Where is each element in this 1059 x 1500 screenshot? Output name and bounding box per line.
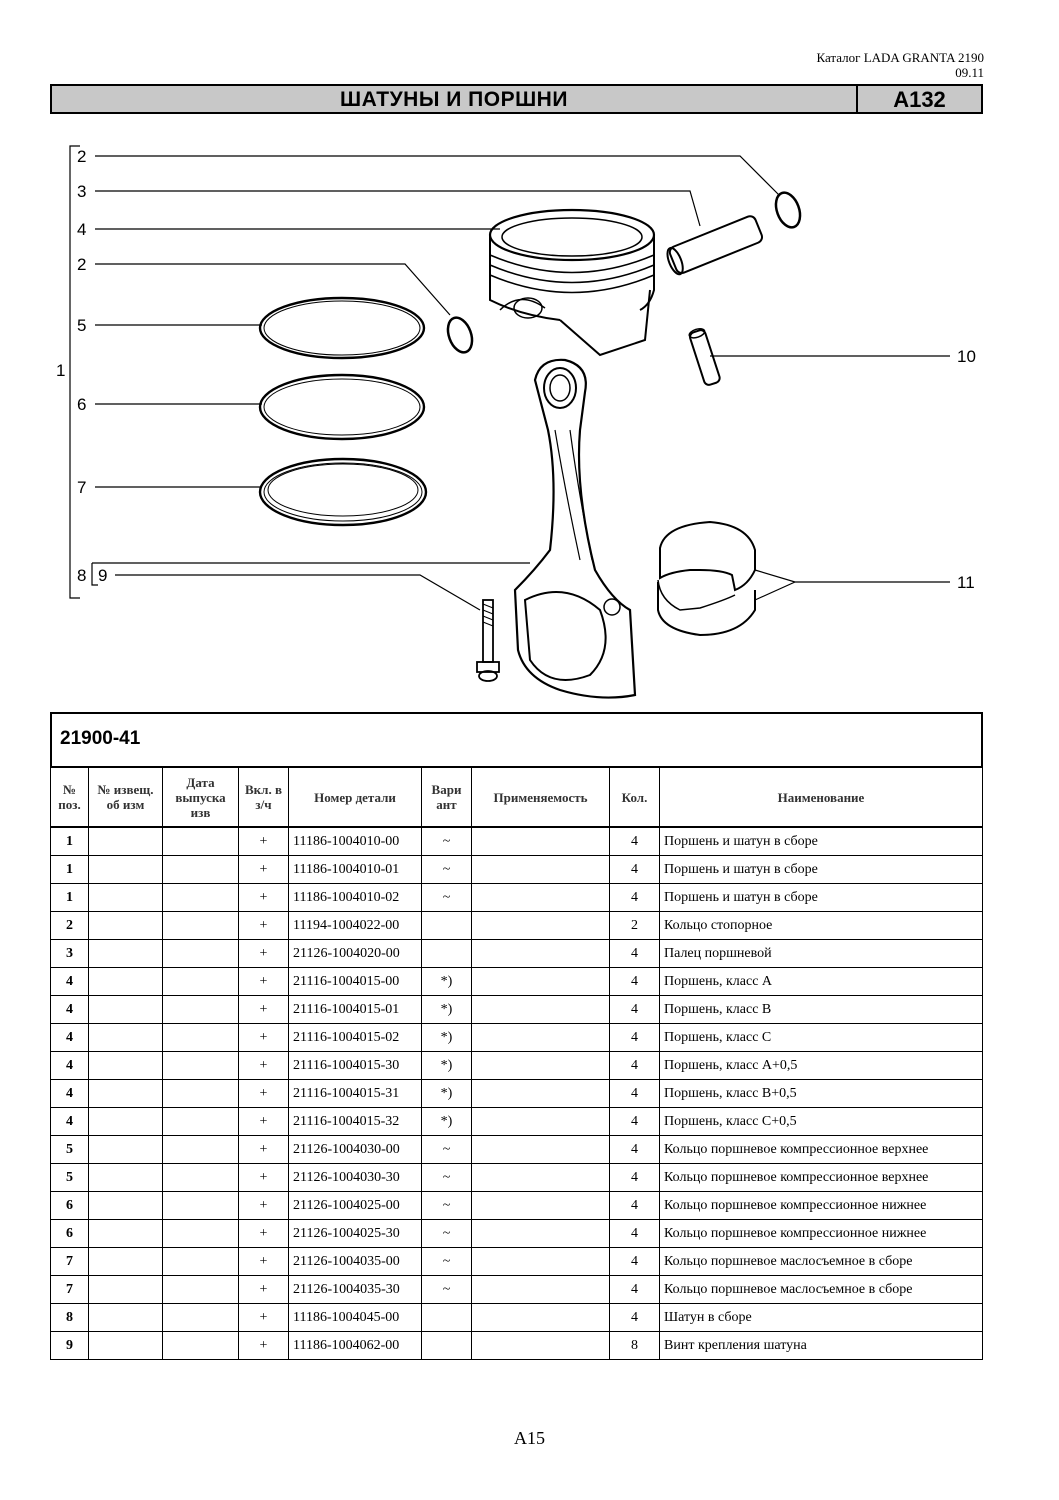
col-notice: № извещ. об изм [89, 767, 163, 827]
cell-pos: 9 [51, 1332, 89, 1360]
cell-notice [89, 1080, 163, 1108]
cell-name: Кольцо поршневое компрессионное верхнее [660, 1164, 983, 1192]
cell-included: + [239, 884, 289, 912]
cell-applicability [472, 1108, 610, 1136]
cell-included: + [239, 1220, 289, 1248]
cell-notice [89, 1024, 163, 1052]
cell-included: + [239, 856, 289, 884]
cell-date [163, 884, 239, 912]
callout-2-middle: 2 [77, 255, 87, 274]
cell-applicability [472, 940, 610, 968]
cell-pos: 6 [51, 1220, 89, 1248]
cell-included: + [239, 1024, 289, 1052]
cell-variant: ~ [422, 1136, 472, 1164]
callout-11: 11 [957, 573, 975, 592]
table-row [51, 856, 983, 884]
callout-1: 1 [56, 361, 66, 380]
cell-part-number: 11186-1004010-01 [289, 856, 422, 884]
table-row [51, 1332, 983, 1360]
cell-date [163, 1108, 239, 1136]
section-title: ШАТУНЫ И ПОРШНИ [340, 88, 568, 111]
cell-notice [89, 1276, 163, 1304]
cell-applicability [472, 1304, 610, 1332]
cell-date [163, 1192, 239, 1220]
table-row [51, 996, 983, 1024]
cell-variant: *) [422, 1108, 472, 1136]
cell-name: Поршень, класс А+0,5 [660, 1052, 983, 1080]
cell-pos: 2 [51, 912, 89, 940]
cell-qty: 4 [610, 1276, 660, 1304]
cell-variant: ~ [422, 1220, 472, 1248]
cell-qty: 8 [610, 1332, 660, 1360]
cell-notice [89, 1192, 163, 1220]
cell-pos: 4 [51, 1108, 89, 1136]
cell-date [163, 968, 239, 996]
table-row [51, 968, 983, 996]
cell-applicability [472, 1052, 610, 1080]
cell-variant: ~ [422, 1164, 472, 1192]
table-row [51, 1080, 983, 1108]
table-row [51, 1192, 983, 1220]
table-row [51, 940, 983, 968]
cell-qty: 4 [610, 1080, 660, 1108]
cell-part-number: 11186-1004045-00 [289, 1304, 422, 1332]
cell-included: + [239, 1248, 289, 1276]
cell-applicability [472, 1080, 610, 1108]
cell-applicability [472, 856, 610, 884]
table-row [51, 884, 983, 912]
cell-variant: *) [422, 1080, 472, 1108]
cell-qty: 4 [610, 1024, 660, 1052]
cell-included: + [239, 1080, 289, 1108]
table-row [51, 1164, 983, 1192]
cell-date [163, 996, 239, 1024]
catalog-header [816, 50, 984, 80]
cell-applicability [472, 884, 610, 912]
cell-pos: 1 [51, 827, 89, 856]
cell-part-number: 21116-1004015-02 [289, 1024, 422, 1052]
cell-date [163, 1220, 239, 1248]
cell-qty: 4 [610, 1192, 660, 1220]
cell-variant: ~ [422, 856, 472, 884]
cell-name: Поршень, класс В+0,5 [660, 1080, 983, 1108]
col-date: Дата выпуска изв [163, 767, 239, 827]
cell-pos: 6 [51, 1192, 89, 1220]
cell-qty: 4 [610, 1164, 660, 1192]
cell-notice [89, 856, 163, 884]
cell-qty: 4 [610, 856, 660, 884]
col-pos: № поз. [51, 767, 89, 827]
callout-5: 5 [77, 316, 87, 335]
cell-pos: 7 [51, 1248, 89, 1276]
cell-date [163, 1024, 239, 1052]
cell-qty: 4 [610, 884, 660, 912]
page-number: А15 [514, 1428, 545, 1448]
cell-notice [89, 1164, 163, 1192]
cell-part-number: 21116-1004015-01 [289, 996, 422, 1024]
table-row [51, 1276, 983, 1304]
col-qty: Кол. [610, 767, 660, 827]
cell-notice [89, 968, 163, 996]
cell-pos: 4 [51, 1052, 89, 1080]
cell-variant: ~ [422, 1248, 472, 1276]
table-row [51, 1108, 983, 1136]
cell-qty: 4 [610, 1108, 660, 1136]
table-row [51, 827, 983, 856]
cell-variant: ~ [422, 1192, 472, 1220]
cell-name: Кольцо стопорное [660, 912, 983, 940]
cell-variant [422, 912, 472, 940]
cell-applicability [472, 1332, 610, 1360]
table-row [51, 1052, 983, 1080]
cell-date [163, 1304, 239, 1332]
cell-name: Кольцо поршневое маслосъемное в сборе [660, 1276, 983, 1304]
cell-applicability [472, 1164, 610, 1192]
cell-date [163, 1164, 239, 1192]
cell-included: + [239, 940, 289, 968]
table-row [51, 912, 983, 940]
callout-3: 3 [77, 182, 87, 201]
col-applicability: Применяемость [472, 767, 610, 827]
cell-name: Кольцо поршневое компрессионное верхнее [660, 1136, 983, 1164]
cell-pos: 1 [51, 856, 89, 884]
cell-name: Поршень и шатун в сборе [660, 884, 983, 912]
cell-applicability [472, 996, 610, 1024]
cell-date [163, 1276, 239, 1304]
cell-date [163, 1052, 239, 1080]
cell-part-number: 11194-1004022-00 [289, 912, 422, 940]
parts-table [50, 766, 983, 1360]
cell-notice [89, 1108, 163, 1136]
cell-date [163, 1080, 239, 1108]
table-row [51, 1304, 983, 1332]
cell-name: Поршень и шатун в сборе [660, 827, 983, 856]
cell-variant [422, 1304, 472, 1332]
cell-pos: 4 [51, 996, 89, 1024]
cell-part-number: 21126-1004025-00 [289, 1192, 422, 1220]
cell-pos: 5 [51, 1164, 89, 1192]
cell-included: + [239, 1192, 289, 1220]
cell-part-number: 11186-1004062-00 [289, 1332, 422, 1360]
col-name: Наименование [660, 767, 983, 827]
cell-included: + [239, 1276, 289, 1304]
table-row [51, 1136, 983, 1164]
table-row [51, 1220, 983, 1248]
callout-6: 6 [77, 395, 87, 414]
cell-part-number: 21126-1004030-00 [289, 1136, 422, 1164]
cell-pos: 5 [51, 1136, 89, 1164]
cell-date [163, 856, 239, 884]
cell-date [163, 1332, 239, 1360]
cell-part-number: 11186-1004010-00 [289, 827, 422, 856]
cell-part-number: 11186-1004010-02 [289, 884, 422, 912]
cell-pos: 8 [51, 1304, 89, 1332]
cell-part-number: 21116-1004015-30 [289, 1052, 422, 1080]
cell-included: + [239, 1164, 289, 1192]
cell-applicability [472, 1248, 610, 1276]
cell-applicability [472, 968, 610, 996]
model-box [50, 712, 983, 766]
cell-notice [89, 996, 163, 1024]
cell-part-number: 21116-1004015-32 [289, 1108, 422, 1136]
cell-date [163, 1248, 239, 1276]
cell-variant: ~ [422, 827, 472, 856]
cell-included: + [239, 1052, 289, 1080]
cell-part-number: 21126-1004020-00 [289, 940, 422, 968]
cell-name: Поршень, класс С [660, 1024, 983, 1052]
cell-pos: 3 [51, 940, 89, 968]
callout-9: 9 [98, 566, 108, 585]
cell-pos: 7 [51, 1276, 89, 1304]
cell-name: Винт крепления шатуна [660, 1332, 983, 1360]
cell-included: + [239, 996, 289, 1024]
cell-variant: *) [422, 1052, 472, 1080]
cell-qty: 4 [610, 1220, 660, 1248]
catalog-date: 09.11 [955, 65, 984, 80]
catalog-title: Каталог LADA GRANTA 2190 [816, 50, 984, 65]
cell-variant [422, 1332, 472, 1360]
cell-notice [89, 912, 163, 940]
model-code: 21900-41 [60, 728, 141, 749]
cell-notice [89, 1220, 163, 1248]
cell-applicability [472, 827, 610, 856]
cell-name: Кольцо поршневое компрессионное нижнее [660, 1220, 983, 1248]
cell-applicability [472, 912, 610, 940]
cell-name: Поршень, класс В [660, 996, 983, 1024]
cell-name: Кольцо поршневое маслосъемное в сборе [660, 1248, 983, 1276]
cell-variant: *) [422, 996, 472, 1024]
cell-qty: 4 [610, 1136, 660, 1164]
cell-part-number: 21116-1004015-31 [289, 1080, 422, 1108]
cell-variant: ~ [422, 884, 472, 912]
cell-notice [89, 940, 163, 968]
cell-pos: 4 [51, 1024, 89, 1052]
callout-8: 8 [77, 566, 87, 585]
cell-qty: 4 [610, 1052, 660, 1080]
cell-qty: 4 [610, 1248, 660, 1276]
section-title-bar [50, 84, 983, 114]
cell-name: Кольцо поршневое компрессионное нижнее [660, 1192, 983, 1220]
section-code: А132 [856, 86, 981, 112]
cell-notice [89, 1248, 163, 1276]
callout-10: 10 [957, 347, 976, 366]
cell-part-number: 21126-1004035-30 [289, 1276, 422, 1304]
cell-name: Поршень, класс С+0,5 [660, 1108, 983, 1136]
col-part-number: Номер детали [289, 767, 422, 827]
cell-name: Поршень, класс А [660, 968, 983, 996]
cell-variant [422, 940, 472, 968]
cell-name: Поршень и шатун в сборе [660, 856, 983, 884]
cell-variant: ~ [422, 1276, 472, 1304]
cell-date [163, 912, 239, 940]
cell-notice [89, 1332, 163, 1360]
cell-qty: 4 [610, 996, 660, 1024]
table-row [51, 1248, 983, 1276]
cell-qty: 4 [610, 827, 660, 856]
cell-included: + [239, 1304, 289, 1332]
cell-variant: *) [422, 1024, 472, 1052]
cell-notice [89, 1052, 163, 1080]
cell-variant: *) [422, 968, 472, 996]
cell-part-number: 21116-1004015-00 [289, 968, 422, 996]
cell-included: + [239, 968, 289, 996]
cell-date [163, 940, 239, 968]
cell-applicability [472, 1136, 610, 1164]
cell-notice [89, 827, 163, 856]
callout-7: 7 [77, 478, 87, 497]
cell-notice [89, 1136, 163, 1164]
table-header-row [51, 767, 983, 827]
cell-included: + [239, 827, 289, 856]
cell-included: + [239, 1332, 289, 1360]
cell-date [163, 1136, 239, 1164]
cell-part-number: 21126-1004025-30 [289, 1220, 422, 1248]
cell-applicability [472, 1024, 610, 1052]
col-variant: Вари ант [422, 767, 472, 827]
cell-pos: 4 [51, 1080, 89, 1108]
cell-included: + [239, 912, 289, 940]
cell-applicability [472, 1220, 610, 1248]
cell-name: Шатун в сборе [660, 1304, 983, 1332]
callout-4: 4 [77, 220, 87, 239]
cell-qty: 4 [610, 940, 660, 968]
cell-qty: 4 [610, 1304, 660, 1332]
table-row [51, 1024, 983, 1052]
cell-applicability [472, 1276, 610, 1304]
cell-part-number: 21126-1004030-30 [289, 1164, 422, 1192]
callout-2-top: 2 [77, 147, 87, 166]
parts-diagram [0, 130, 1059, 705]
cell-qty: 2 [610, 912, 660, 940]
cell-name: Палец поршневой [660, 940, 983, 968]
cell-pos: 1 [51, 884, 89, 912]
cell-part-number: 21126-1004035-00 [289, 1248, 422, 1276]
cell-date [163, 827, 239, 856]
cell-pos: 4 [51, 968, 89, 996]
cell-included: + [239, 1136, 289, 1164]
cell-applicability [472, 1192, 610, 1220]
col-included: Вкл. в з/ч [239, 767, 289, 827]
cell-notice [89, 884, 163, 912]
cell-notice [89, 1304, 163, 1332]
cell-included: + [239, 1108, 289, 1136]
cell-qty: 4 [610, 968, 660, 996]
